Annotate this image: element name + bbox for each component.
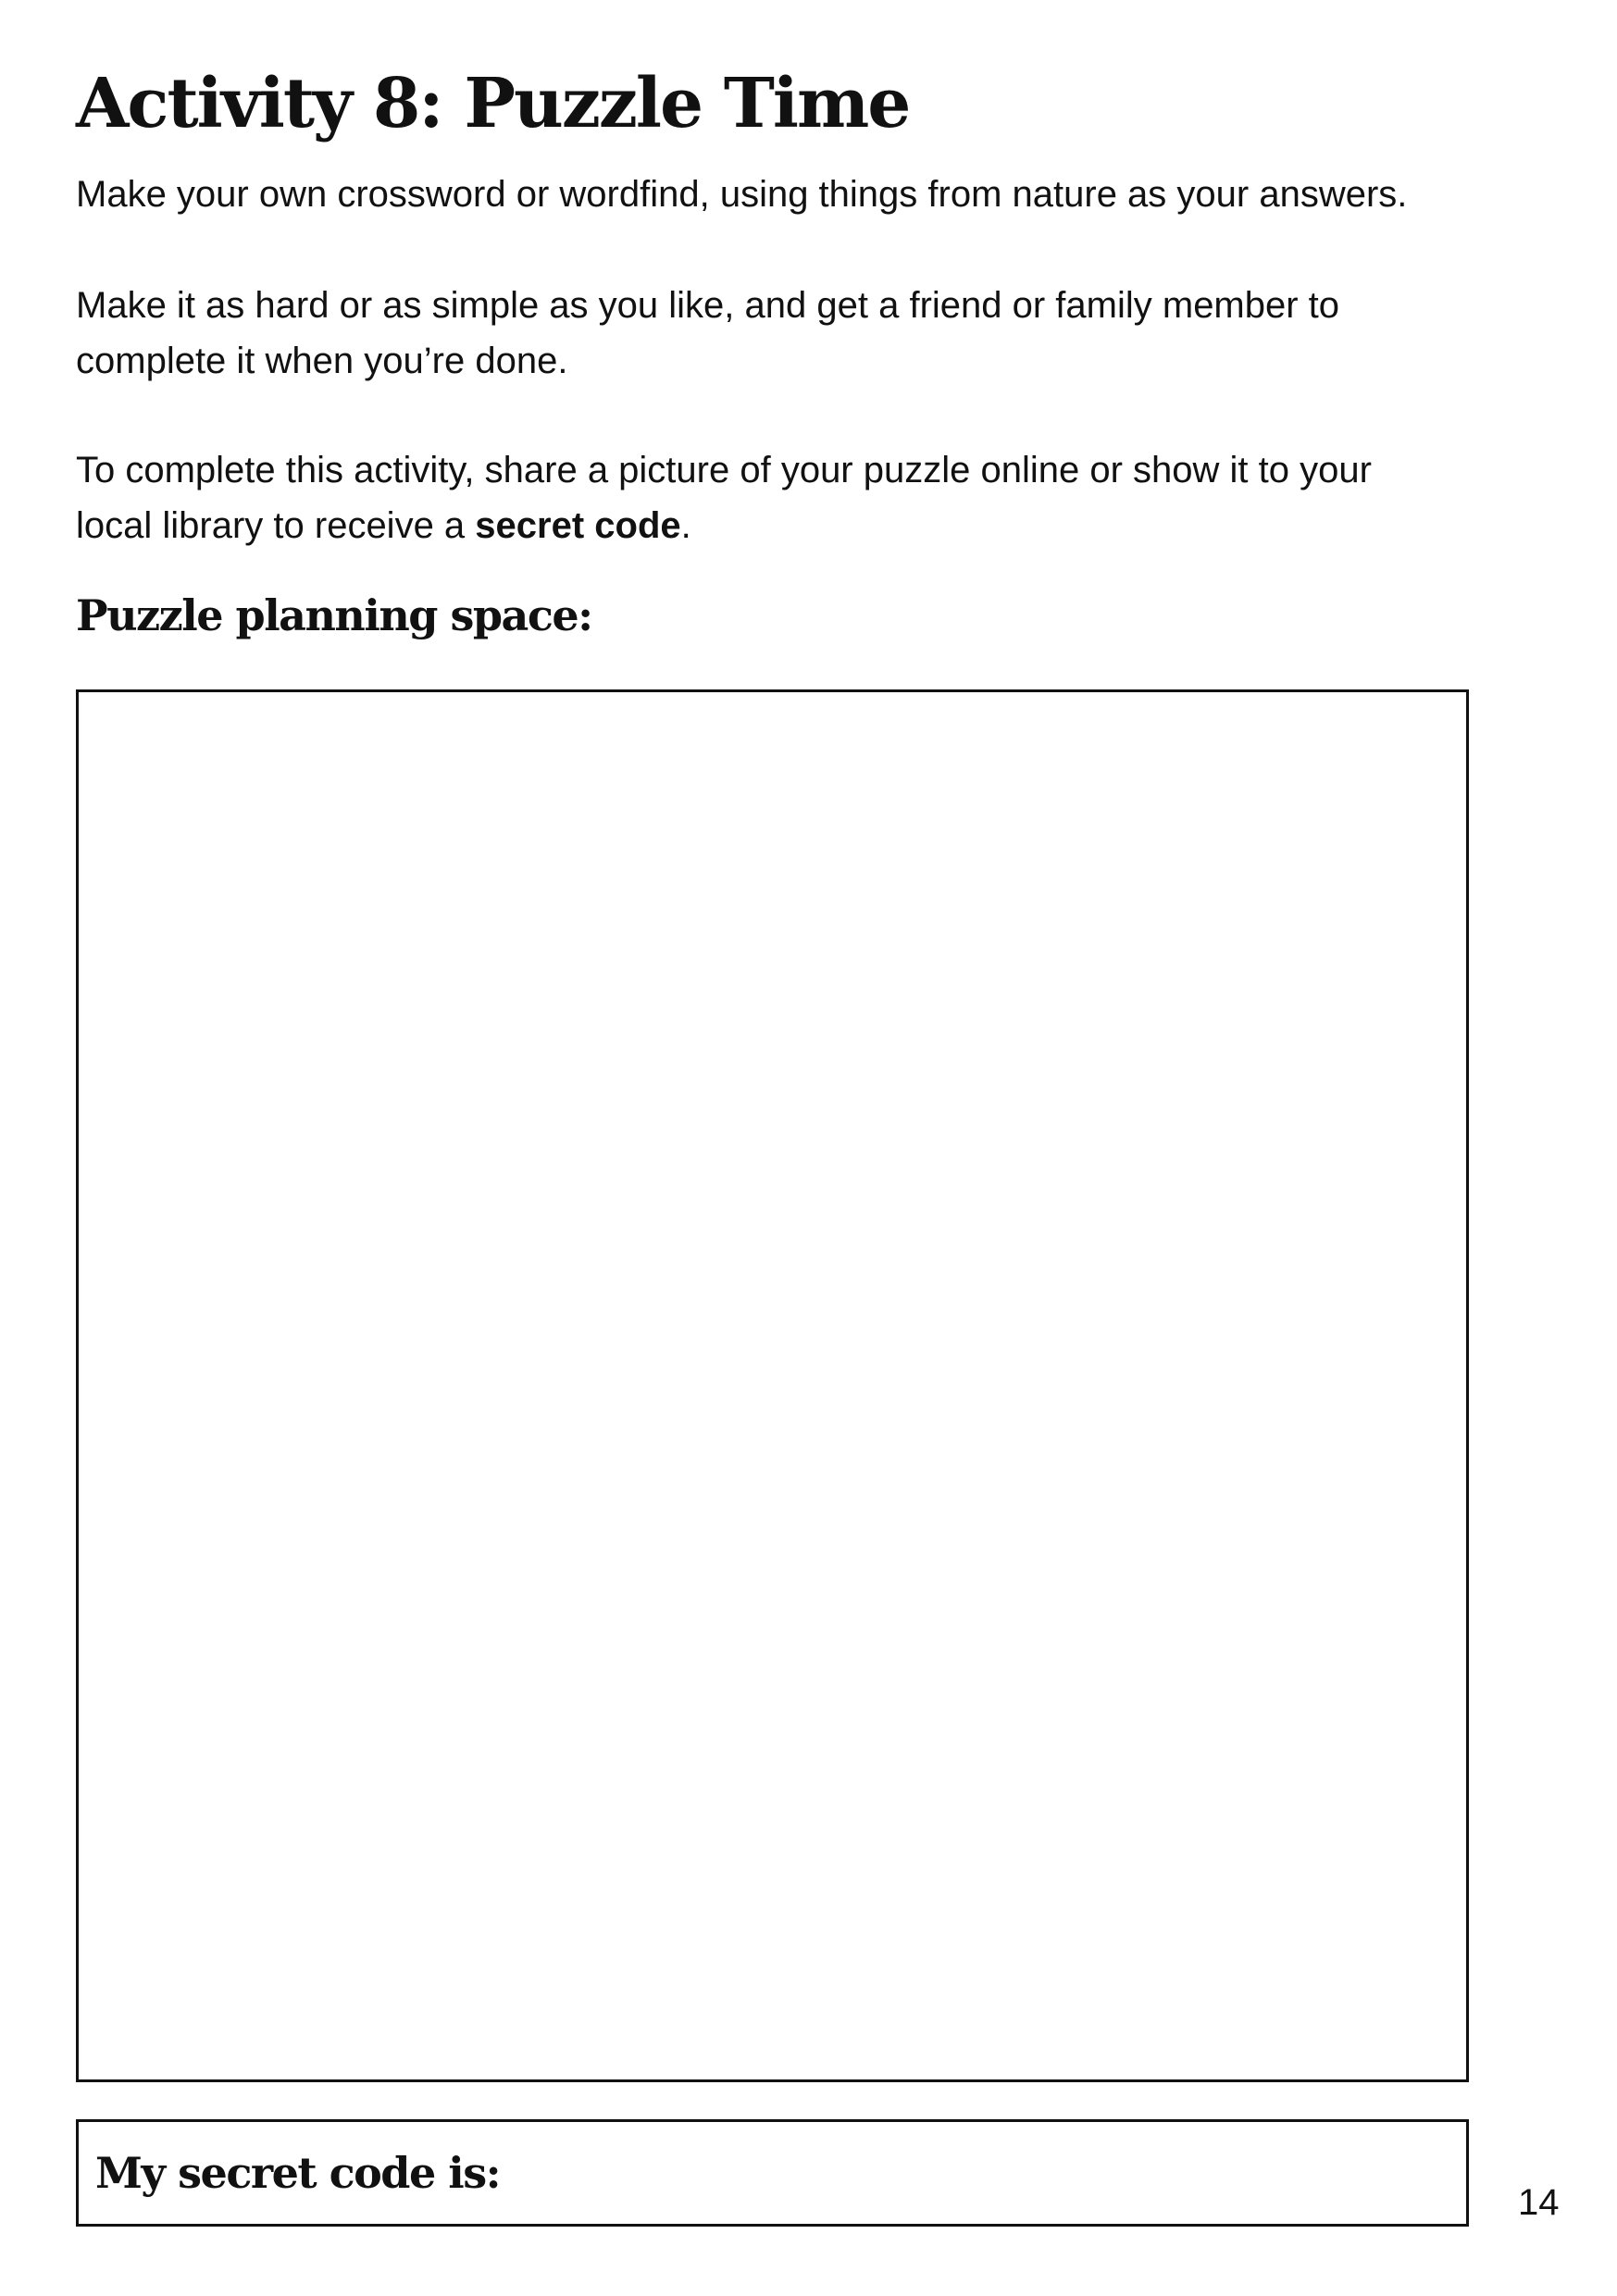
difficulty-line-1: Make it as hard or as simple as you like, and get a friend or family member to [76, 285, 1340, 326]
completion-line-1: To complete this activity, share a picture of your puzzle online or show it to your [76, 450, 1372, 490]
page-number: 14 [1518, 2182, 1560, 2223]
intro-paragraph [76, 167, 1557, 222]
planning-heading: Puzzle planning space: [76, 590, 592, 640]
difficulty-paragraph [76, 278, 1557, 389]
secret-code-emphasis: secret code [475, 505, 681, 546]
completion-line-2-start: local library to receive a [76, 505, 476, 546]
secret-code-box[interactable] [76, 2119, 1469, 2227]
secret-code-label: My secret code is: [95, 2148, 501, 2198]
completion-paragraph [76, 442, 1557, 553]
intro-text: Make your own crossword or wordfind, using things from nature as your answers. [76, 174, 1408, 215]
difficulty-line-2: complete it when you’re done. [76, 341, 568, 381]
page-title: Activity 8: Puzzle Time [76, 64, 910, 143]
puzzle-planning-area[interactable] [76, 689, 1469, 2082]
completion-line-2-end: . [680, 505, 691, 546]
